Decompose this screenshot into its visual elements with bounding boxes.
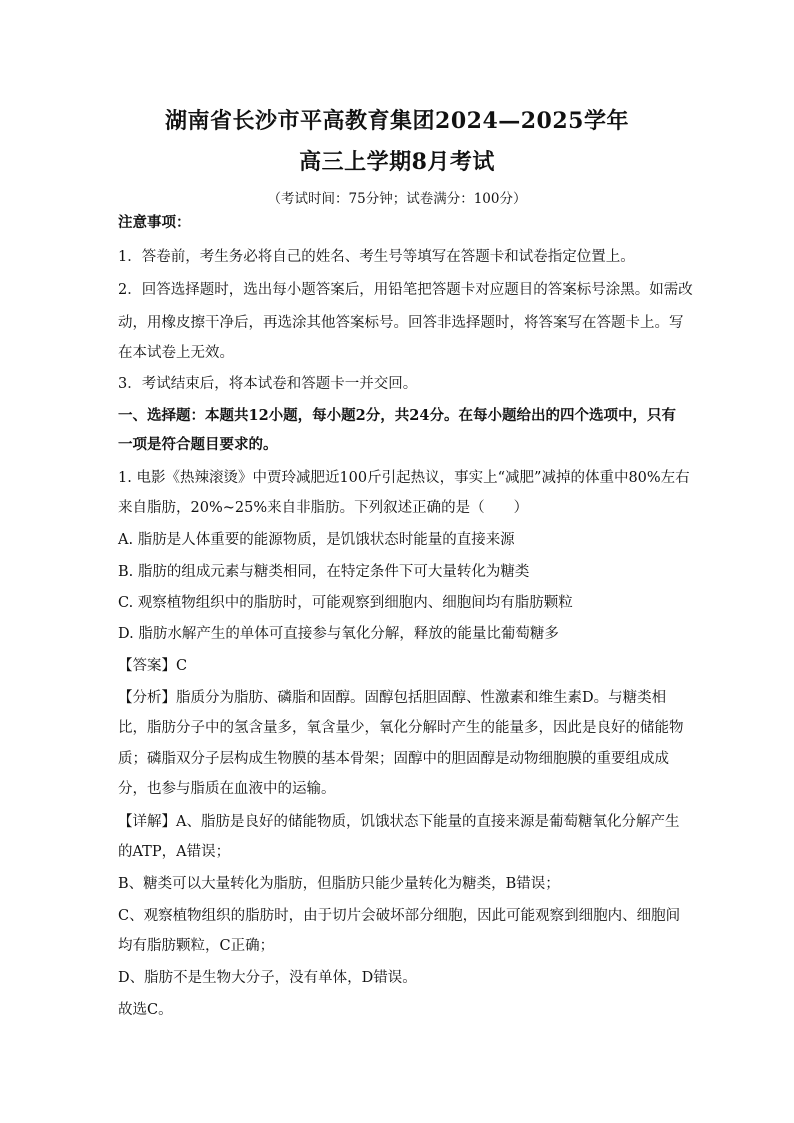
- question-stem: 来自脂肪，20%~25%来自非脂肪。下列叙述正确的是（ ）: [118, 500, 529, 516]
- notice-line: 2．回答选择题时，选出每小题答案后，用铅笔把答题卡对应题目的答案标号涂黑。如需改: [118, 282, 693, 298]
- exam-title-line1: 湖南省长沙市平高教育集团2024—2025学年: [165, 108, 629, 134]
- notice-line: 1．答卷前，考生务必将自己的姓名、考生号等填写在答题卡和试卷指定位置上。: [118, 249, 635, 265]
- notice-line: 在本试卷上无效。: [118, 345, 234, 361]
- section-heading: 一、选择题：本题共12小题，每小题2分，共24分。在每小题给出的四个选项中，只有: [118, 407, 676, 424]
- analysis-line: 【分析】脂质分为脂肪、磷脂和固醇。固醇包括胆固醇、性激素和维生素D。与糖类相: [118, 690, 667, 706]
- option-d: D. 脂肪水解产生的单体可直接参与氧化分解，释放的能量比葡萄糖多: [118, 626, 559, 642]
- detail-line: D、脂肪不是生物大分子，没有单体，D错误。: [118, 970, 417, 986]
- detail-line: 均有脂肪颗粒，C正确；: [118, 938, 275, 954]
- detail-line: 的ATP，A错误；: [118, 844, 231, 860]
- notice-heading: 注意事项：: [118, 214, 191, 231]
- detail-line: C、观察植物组织的脂肪时，由于切片会破坏部分细胞，因此可能观察到细胞内、细胞间: [118, 908, 681, 924]
- detail-line: B、糖类可以大量转化为脂肪，但脂肪只能少量转化为糖类，B错误；: [118, 876, 560, 892]
- detail-line: 【详解】A、脂肪是良好的储能物质，饥饿状态下能量的直接来源是葡萄糖氧化分解产生: [118, 814, 680, 830]
- question-stem: 1. 电影《热辣滚烫》中贾玲减肥近100斤引起热议，事实上“减肥”减掉的体重中80%左右: [118, 470, 690, 486]
- option-c: C. 观察植物组织中的脂肪时，可能观察到细胞内、细胞间均有脂肪颗粒: [118, 595, 573, 611]
- notice-line: 3．考试结束后，将本试卷和答题卡一并交回。: [118, 376, 418, 392]
- conclusion: 故选C。: [118, 1002, 173, 1018]
- section-heading: 一项是符合题目要求的。: [118, 436, 278, 453]
- exam-info: （考试时间：75分钟；试卷满分：100分）: [267, 191, 527, 207]
- analysis-line: 分，也参与脂质在血液中的运输。: [118, 781, 336, 797]
- exam-title-line2: 高三上学期8月考试: [299, 149, 495, 175]
- analysis-line: 质；磷脂双分子层构成生物膜的基本骨架；固醇中的胆固醇是动物细胞膜的重要组成成: [118, 751, 669, 767]
- notice-line: 动，用橡皮擦干净后，再选涂其他答案标号。回答非选择题时，将答案写在答题卡上。写: [118, 315, 684, 331]
- analysis-line: 比，脂肪分子中的氢含量多，氧含量少，氧化分解时产生的能量多，因此是良好的储能物: [118, 720, 684, 736]
- option-b: B. 脂肪的组成元素与糖类相同，在特定条件下可大量转化为糖类: [118, 564, 530, 580]
- option-a: A. 脂肪是人体重要的能源物质，是饥饿状态时能量的直接来源: [118, 532, 515, 548]
- answer: 【答案】C: [118, 658, 188, 674]
